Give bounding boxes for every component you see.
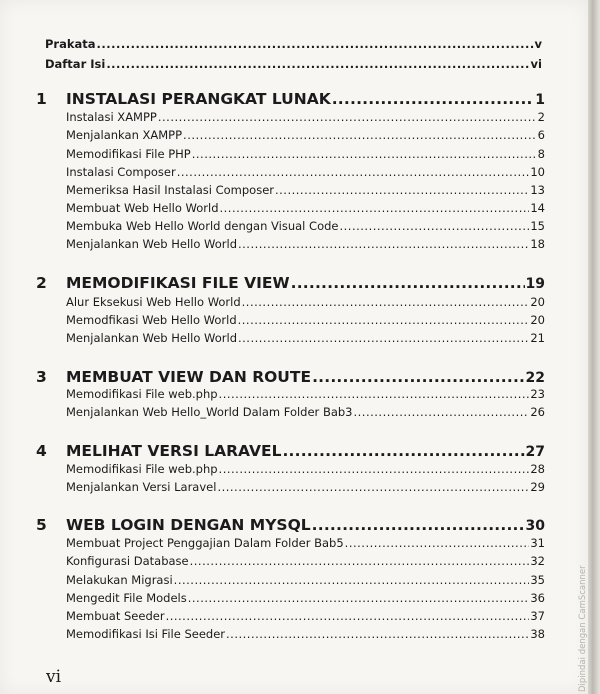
toc-label: Alur Eksekusi Web Hello World: [66, 295, 241, 309]
chapter-number: 4: [36, 442, 47, 460]
toc-page: 35: [530, 573, 545, 587]
chapter-title: MELIHAT VERSI LARAVEL: [66, 442, 282, 460]
dot-leader: [339, 219, 529, 233]
toc-label: Mengedit File Models: [66, 591, 187, 605]
toc-entry: [66, 609, 545, 623]
toc-entry: [66, 295, 545, 309]
dot-leader: [177, 165, 530, 179]
toc-entry: [66, 110, 545, 124]
toc-entry: [66, 201, 545, 215]
toc-entry: [66, 536, 545, 550]
dot-leader: [312, 516, 525, 534]
dot-leader: [106, 57, 529, 71]
dot-leader: [282, 442, 524, 460]
toc-label: Membuat Web Hello World: [66, 201, 219, 215]
toc-label: Memodifikasi File web.php: [66, 387, 218, 401]
toc-page: 18: [530, 237, 545, 251]
dot-leader: [226, 627, 529, 641]
dot-leader: [166, 609, 530, 623]
toc-page: 13: [530, 183, 545, 197]
toc-page: 2: [537, 110, 545, 124]
toc-label: Membuat Seeder: [66, 609, 165, 623]
chapter-title: MEMODIFIKASI FILE VIEW: [66, 274, 290, 292]
toc-entry: [66, 219, 545, 233]
toc-page: 20: [530, 313, 545, 327]
dot-leader: [217, 480, 529, 494]
toc-entry: [66, 147, 545, 161]
chapter-heading: [36, 368, 545, 386]
dot-leader: [332, 90, 535, 108]
toc-label: Menjalankan XAMPP: [66, 128, 183, 142]
toc-label: Memodifikasi File web.php: [66, 462, 218, 476]
dot-leader: [188, 591, 530, 605]
chapter-number: 1: [36, 90, 47, 108]
chapter-page: 1: [535, 92, 545, 108]
chapter-title: WEB LOGIN DENGAN MYSQL: [66, 516, 311, 534]
toc-page: 28: [530, 462, 545, 476]
toc-page: 20: [530, 295, 545, 309]
toc-entry: [66, 462, 545, 476]
dot-leader: [158, 110, 537, 124]
toc-entry: [66, 405, 545, 419]
toc-label: Memeriksa Hasil Instalasi Composer: [66, 183, 274, 197]
toc-label: Menjalankan Web Hello_World Dalam Folder Bab3: [66, 405, 353, 419]
toc-label: Instalasi XAMPP: [66, 110, 157, 124]
toc-page: 31: [530, 536, 545, 550]
dot-leader: [192, 147, 537, 161]
toc-entry: [66, 331, 545, 345]
toc-page: 15: [530, 219, 545, 233]
toc-entry: [66, 313, 545, 327]
toc-label: Menjalankan Web Hello World: [66, 237, 237, 251]
toc-label: Menjalankan Web Hello World: [66, 331, 237, 345]
toc-entry: [66, 627, 545, 641]
toc-label: Konfigurasi Database: [66, 554, 189, 568]
dot-leader: [312, 368, 524, 386]
toc-label: Prakata: [45, 37, 96, 51]
dot-leader: [238, 313, 530, 327]
toc-entry: [66, 237, 545, 251]
toc-page: 6: [537, 128, 545, 142]
toc-label: Membuka Web Hello World dengan Visual Code: [66, 219, 339, 233]
dot-leader: [238, 237, 529, 251]
toc-page: 36: [530, 591, 545, 605]
toc-page: 21: [530, 331, 545, 345]
toc-entry: [66, 480, 545, 494]
dot-leader: [219, 387, 530, 401]
toc-entry: [66, 183, 545, 197]
toc-entry: [66, 165, 545, 179]
dot-leader: [291, 274, 525, 292]
toc-page: 14: [530, 201, 545, 215]
dot-leader: [183, 128, 537, 142]
toc-page: 29: [530, 480, 545, 494]
chapter-heading: [36, 90, 545, 108]
toc-page: 8: [537, 147, 545, 161]
dot-leader: [242, 295, 530, 309]
toc-label: Melakukan Migrasi: [66, 573, 173, 587]
chapter-page: 30: [525, 518, 545, 534]
chapter-page: 27: [525, 444, 545, 460]
toc-label: Memodifikasi Isi File Seeder: [66, 627, 226, 641]
dot-leader: [275, 183, 529, 197]
toc-entry: [66, 591, 545, 605]
toc-label: Membuat Project Penggajian Dalam Folder Bab5: [66, 536, 344, 550]
dot-leader: [174, 573, 530, 587]
chapter-heading: [36, 274, 545, 292]
toc-entry: [66, 387, 545, 401]
toc-page: 26: [530, 405, 545, 419]
dot-leader: [97, 37, 534, 51]
page-number: vi: [46, 667, 62, 687]
chapter-heading: [36, 516, 545, 534]
dot-leader: [238, 331, 529, 345]
dot-leader: [354, 405, 530, 419]
toc-label: Instalasi Composer: [66, 165, 176, 179]
toc-front-row: [45, 37, 542, 51]
toc-label: Daftar Isi: [45, 57, 106, 71]
toc-page: 38: [530, 627, 545, 641]
toc-page: v: [534, 37, 542, 51]
toc-label: Menjalankan Versi Laravel: [66, 480, 217, 494]
chapter-page: 22: [525, 370, 545, 386]
toc-entry: [66, 573, 545, 587]
toc-page: 10: [530, 165, 545, 179]
chapter-number: 5: [36, 516, 47, 534]
dot-leader: [219, 462, 530, 476]
dot-leader: [190, 554, 530, 568]
dot-leader: [345, 536, 530, 550]
chapter-number: 2: [36, 274, 47, 292]
toc-entry: [66, 128, 545, 142]
toc-front-row: [45, 57, 542, 71]
chapter-page: 19: [525, 276, 545, 292]
chapter-heading: [36, 442, 545, 460]
chapter-title: MEMBUAT VIEW DAN ROUTE: [66, 368, 312, 386]
toc-label: Memodfikasi Web Hello World: [66, 313, 237, 327]
chapter-number: 3: [36, 368, 47, 386]
scanner-watermark: Dipindai dengan CamScanner: [578, 565, 588, 692]
toc-page: vi: [530, 57, 542, 71]
toc-label: Memodifikasi File PHP: [66, 147, 191, 161]
dot-leader: [220, 201, 530, 215]
toc-page: 37: [530, 609, 545, 623]
chapter-title: INSTALASI PERANGKAT LUNAK: [66, 90, 331, 108]
toc-entry: [66, 554, 545, 568]
toc-page: 23: [530, 387, 545, 401]
toc-page: 32: [530, 554, 545, 568]
